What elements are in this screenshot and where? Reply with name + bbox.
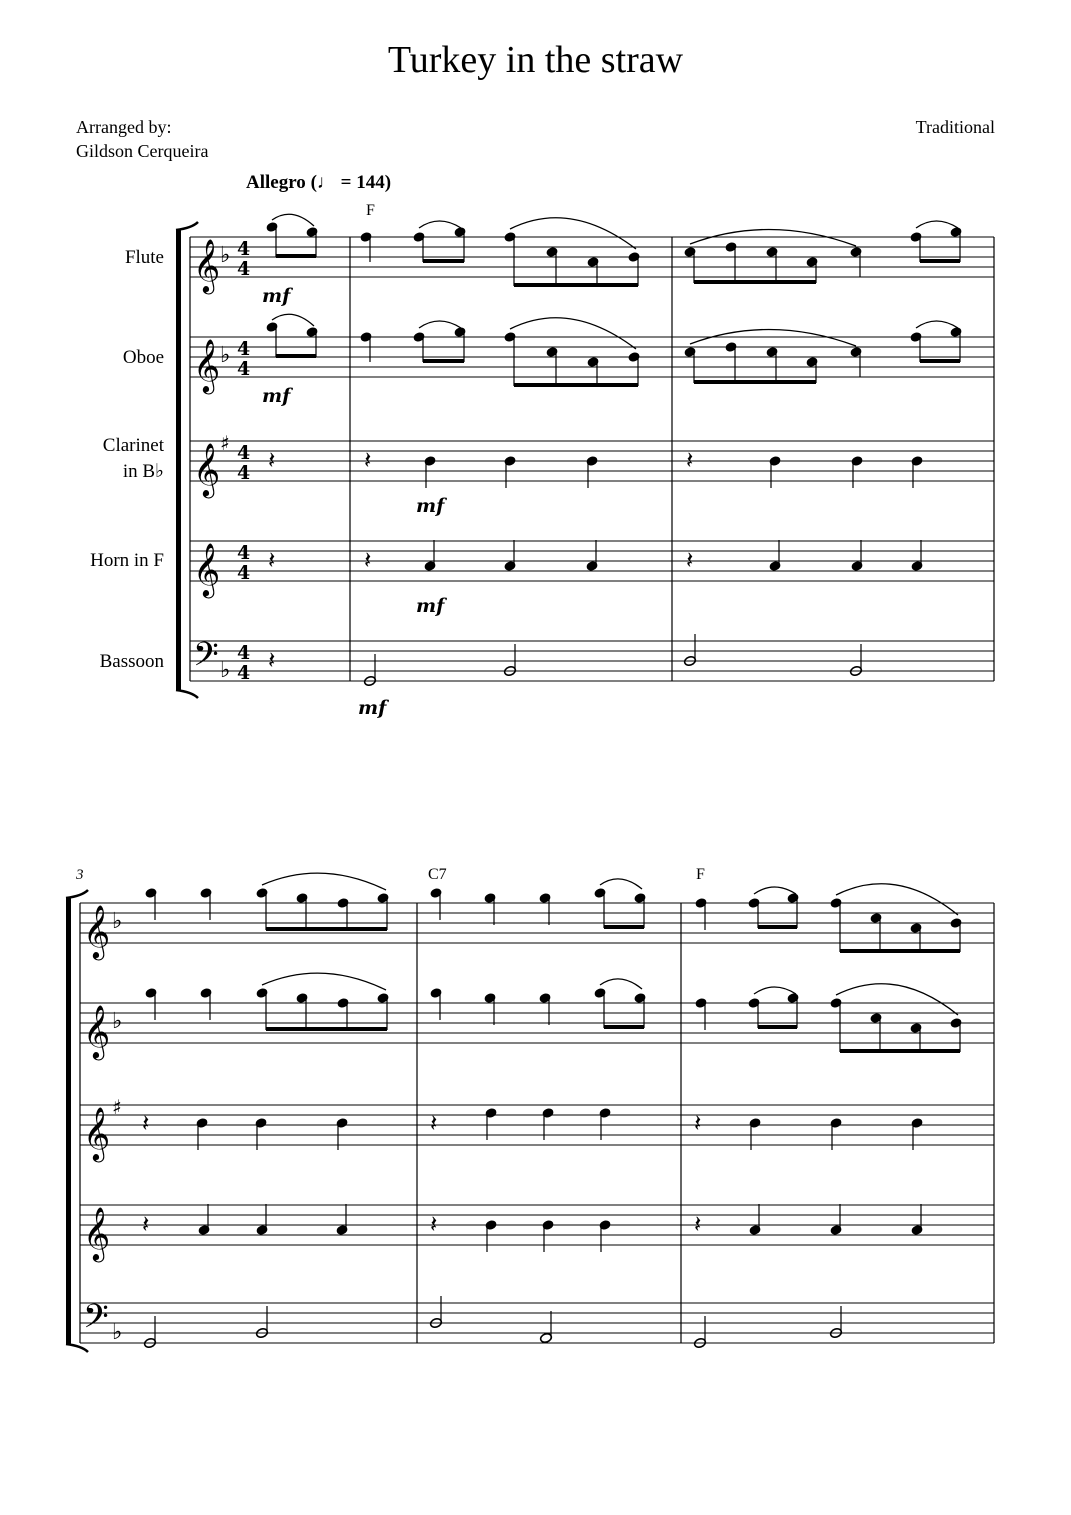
- flat-icon: ♭: [112, 909, 123, 934]
- flat-icon: ♭: [220, 243, 231, 268]
- treble-clef-icon: 𝄞: [83, 904, 111, 958]
- tempo-marking: Allegro (♩ = 144): [246, 172, 392, 193]
- svg-text:𝄽: 𝄽: [694, 1210, 702, 1238]
- arranger-name: Gildson Cerqueira: [76, 141, 209, 161]
- system-bracket: [66, 898, 71, 1344]
- svg-text:4: 4: [237, 662, 251, 684]
- svg-text:4: 4: [237, 542, 251, 564]
- svg-text:𝄽: 𝄽: [364, 446, 372, 474]
- svg-text:4: 4: [237, 562, 251, 584]
- instrument-name-clarinet: Clarinet: [102, 435, 164, 456]
- bass-clef-icon: 𝄢: [193, 636, 219, 682]
- svg-text:𝄽: 𝄽: [142, 1109, 150, 1137]
- treble-clef-icon: 𝄞: [193, 338, 221, 392]
- chord-symbol: F: [696, 866, 705, 883]
- horn-notes-s1: [268, 540, 923, 574]
- chord-symbol: C7: [428, 866, 447, 883]
- treble-clef-icon: 𝄞: [83, 1004, 111, 1058]
- barlines: [80, 903, 994, 1343]
- svg-text:4: 4: [237, 258, 251, 280]
- svg-text:4: 4: [237, 338, 251, 360]
- treble-clef-icon: 𝄞: [83, 1206, 111, 1260]
- svg-text:𝄽: 𝄽: [694, 1109, 702, 1137]
- clarinet-notes-s1: [268, 446, 923, 488]
- instrument-name-bassoon: Bassoon: [99, 651, 164, 672]
- dynamic-marking: mf: [262, 285, 291, 307]
- tempo-value: = 144: [340, 172, 385, 193]
- svg-text:𝄽: 𝄽: [430, 1210, 438, 1238]
- svg-text:𝄽: 𝄽: [686, 546, 694, 574]
- bassoon-notes-s2: [142, 1296, 843, 1349]
- staff-lines: [80, 903, 994, 1343]
- svg-text:4: 4: [237, 442, 251, 464]
- clarinet-notes-s2: [142, 1108, 923, 1150]
- treble-clef-icon: 𝄞: [193, 542, 221, 596]
- svg-text:𝄽: 𝄽: [686, 446, 694, 474]
- instrument-name-clarinet-key: in B♭: [122, 461, 164, 482]
- dynamic-marking: mf: [416, 495, 445, 517]
- dynamic-marking: mf: [416, 595, 445, 617]
- system-1: [90, 202, 994, 719]
- time-signatures: [237, 238, 250, 684]
- oboe-notes-s1: [266, 314, 962, 387]
- instrument-name-flute: Flute: [124, 247, 164, 268]
- svg-text:𝄽: 𝄽: [268, 446, 276, 474]
- treble-clef-icon: 𝄞: [193, 442, 221, 496]
- svg-text:𝄽: 𝄽: [142, 1210, 150, 1238]
- tempo-word: Allegro: [246, 172, 306, 193]
- composer: Traditional: [915, 117, 995, 137]
- svg-text:4: 4: [237, 238, 251, 260]
- system-bracket: [176, 230, 181, 690]
- dynamic-marking: mf: [262, 385, 291, 407]
- treble-clef-icon: 𝄞: [193, 238, 221, 292]
- flat-icon: ♭: [220, 658, 231, 683]
- instrument-name-horn: Horn in F: [90, 550, 164, 571]
- svg-text:4: 4: [237, 358, 251, 380]
- measure-number: 3: [76, 867, 84, 883]
- svg-text:𝄽: 𝄽: [268, 546, 276, 574]
- dynamic-marking: mf: [358, 697, 387, 719]
- flat-icon: ♭: [220, 343, 231, 368]
- svg-text:𝄽: 𝄽: [364, 546, 372, 574]
- svg-text:𝄽: 𝄽: [430, 1109, 438, 1137]
- system-2: [66, 866, 994, 1352]
- bassoon-notes-s1: [268, 634, 863, 687]
- chord-symbol: F: [366, 202, 375, 219]
- bass-clef-icon: 𝄢: [83, 1298, 109, 1344]
- flat-icon: ♭: [112, 1320, 123, 1345]
- quarter-note-icon: ♩: [316, 172, 336, 193]
- sharp-icon: ♯: [112, 1095, 122, 1119]
- svg-text:𝄽: 𝄽: [268, 646, 276, 674]
- sharp-icon: ♯: [220, 431, 230, 455]
- page-title: Turkey in the straw: [387, 39, 684, 81]
- svg-text:4: 4: [237, 642, 251, 664]
- svg-text:4: 4: [237, 462, 251, 484]
- instrument-name-oboe: Oboe: [122, 347, 164, 368]
- flute-notes-s1: [266, 214, 962, 287]
- flat-icon: ♭: [112, 1009, 123, 1034]
- arranged-by-label: Arranged by:: [76, 117, 172, 137]
- treble-clef-icon: 𝄞: [83, 1106, 111, 1160]
